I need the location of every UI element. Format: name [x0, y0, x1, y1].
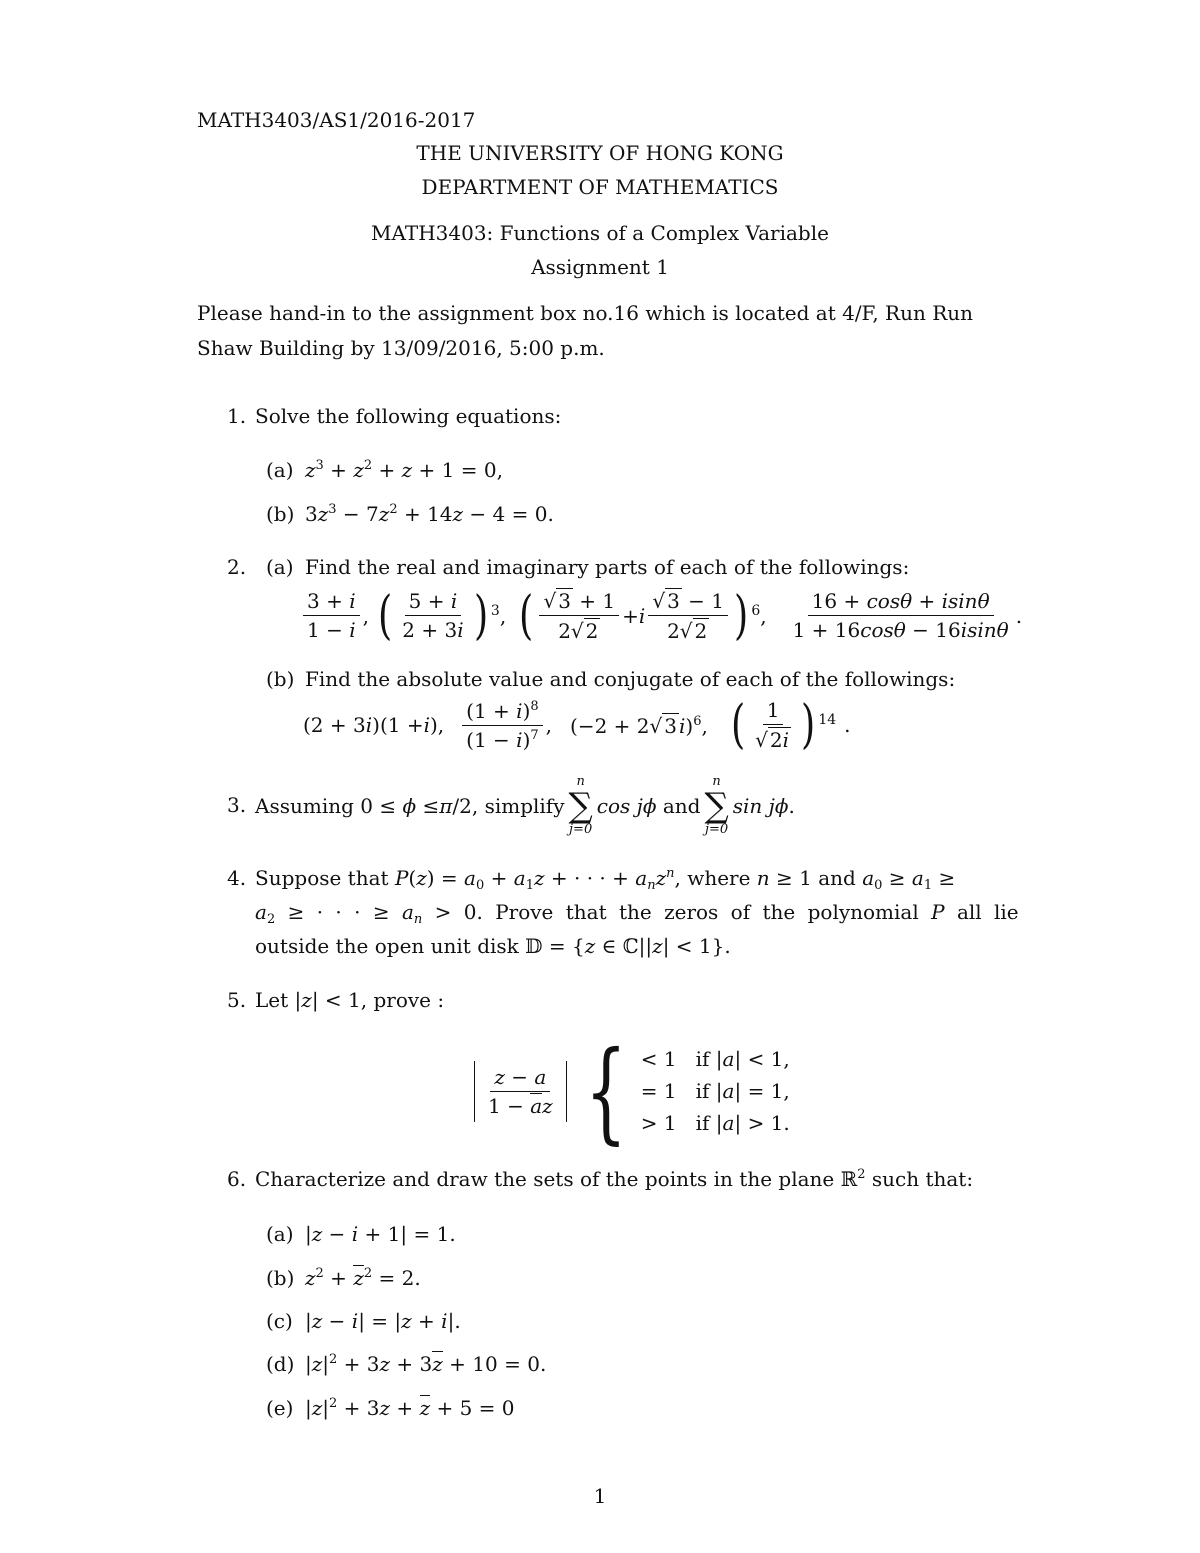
assignment-title: Assignment 1 [531, 255, 669, 279]
q3-text-pre: Assuming [255, 794, 354, 818]
q4-line2-mid: Prove that the zeros of the polynomial [495, 900, 919, 924]
q5-case-if-3: if [695, 1111, 710, 1135]
q6e-label: (e) [266, 1396, 294, 1420]
course-title: MATH3403: Functions of a Complex Variable [371, 221, 829, 245]
q1-number: 1. [227, 404, 247, 428]
q4-number: 4. [227, 866, 247, 890]
q5-text-pre: Let [255, 988, 289, 1012]
q4-line3-text: outside the open unit disk [255, 934, 519, 958]
q2a-label: (a) [266, 555, 294, 579]
q2-number: 2. [227, 555, 247, 579]
q2a-expressions: $\frac{3 + i}{1 - i}$ , ( $\frac{5 + i}{2 + 3i}$ ) 3 , ( $\frac{√ 3 + 1}{2√ 2}$ + i $\frac{√ 3 - 1}{2√ 2}$ ) 6 , $\frac{16 + \cos\theta + isin\theta}{1 + 16\cos\theta - 16isin\theta}$ . [300, 588, 1022, 643]
q6b-equation: $z^2 + z^2 = 2$. [305, 1266, 421, 1290]
q3-text: Assuming 0 ≤ ϕ ≤ π /2 , simplify n ∑ j=0 cos jϕ and n ∑ j=0 sin jϕ . [255, 774, 795, 837]
q3-number: 3. [227, 793, 247, 817]
q6-text: Characterize and draw the sets of the points in the plane ℝ$^2$ such that: [255, 1167, 974, 1191]
q5-case-if-2: if [695, 1079, 710, 1103]
q1a-label: (a) [266, 458, 294, 482]
q2b-expressions: (2 + 3 i )(1 + i ), $\frac{(1 + i)^8}{(1 - i)^7}$ , (−2 + 2√ 3 i)$^6$, ( $\frac{1}{√ 2i}$ ) 14 . [303, 695, 851, 755]
q4-line1-where: , where [674, 866, 751, 890]
q6d-label: (d) [266, 1352, 295, 1376]
q2a-text: Find the real and imaginary parts of each of the followings: [305, 555, 910, 579]
q5-text-post: , prove : [360, 988, 445, 1012]
q6a-label: (a) [266, 1222, 294, 1246]
q3-text-mid: , simplify [471, 794, 565, 818]
q4-line-2: $a_2$ ≥ · · · ≥ $a_n > 0$. Prove that the zeros of the polynomial P all lie [255, 900, 1019, 927]
instructions-line-2: Shaw Building by 13/09/2016, 5:00 p.m. [197, 336, 605, 360]
q1-text: Solve the following equations: [255, 404, 562, 428]
q1b-label: (b) [266, 502, 295, 526]
q6-number: 6. [227, 1167, 247, 1191]
page-number: 1 [593, 1484, 607, 1508]
q6d-equation: $|z|^2 + 3z + 3z + 10 = 0$. [305, 1352, 547, 1376]
q2b-label: (b) [266, 667, 295, 691]
q6b-label: (b) [266, 1266, 295, 1290]
q6c-equation: |z − i| = |z + i|. [305, 1309, 461, 1333]
q6c-label: (c) [266, 1309, 293, 1333]
q3-text-and: and [662, 794, 701, 818]
q1b-equation: $3z^3 - 7z^2 + 14z - 4 = 0$. [305, 502, 554, 526]
q6-text-pre: Characterize and draw the sets of the points in the plane [255, 1167, 835, 1191]
course-code-line: MATH3403/AS1/2016-2017 [197, 108, 476, 132]
q6e-equation: $|z|^2 + 3z + z + 5 = 0$ [305, 1396, 515, 1420]
q2b-text: Find the absolute value and conjugate of each of the followings: [305, 667, 956, 691]
q4-line2-end: all lie [956, 900, 1019, 924]
q4-line-3: outside the open unit disk 𝔻 = {z ∈ ℂ||z| < 1}. [255, 934, 731, 958]
q4-line-1: Suppose that $P(z) = a_0 + a_1z$ + · · · + $a_nz^n$, where n ≥ 1 and $a_0 \ge a_1$ ≥ [255, 866, 956, 893]
q6-text-post: such that: [871, 1167, 974, 1191]
q4-line1-pre: Suppose that [255, 866, 389, 890]
q5-number: 5. [227, 988, 247, 1012]
instructions-line-1: Please hand-in to the assignment box no.16 which is located at 4/F, Run Run [197, 301, 974, 325]
q1a-equation: $z^3 + z^2 + z + 1 = 0$, [305, 458, 503, 482]
q6a-equation: |z − i + 1| = 1. [305, 1222, 456, 1246]
q4-line1-and: and [818, 866, 856, 890]
q5-statement: $\frac{z - a}{1 - az}$ { < 1 if |a| < 1, = 1 if |a| = 1, > 1 if |a| > 1. [474, 1036, 790, 1146]
university-name: THE UNIVERSITY OF HONG KONG [416, 141, 784, 165]
q5-case-if-1: if [695, 1047, 710, 1071]
department-name: DEPARTMENT OF MATHEMATICS [421, 175, 779, 199]
q5-text: Let |z| < 1, prove : [255, 988, 445, 1012]
